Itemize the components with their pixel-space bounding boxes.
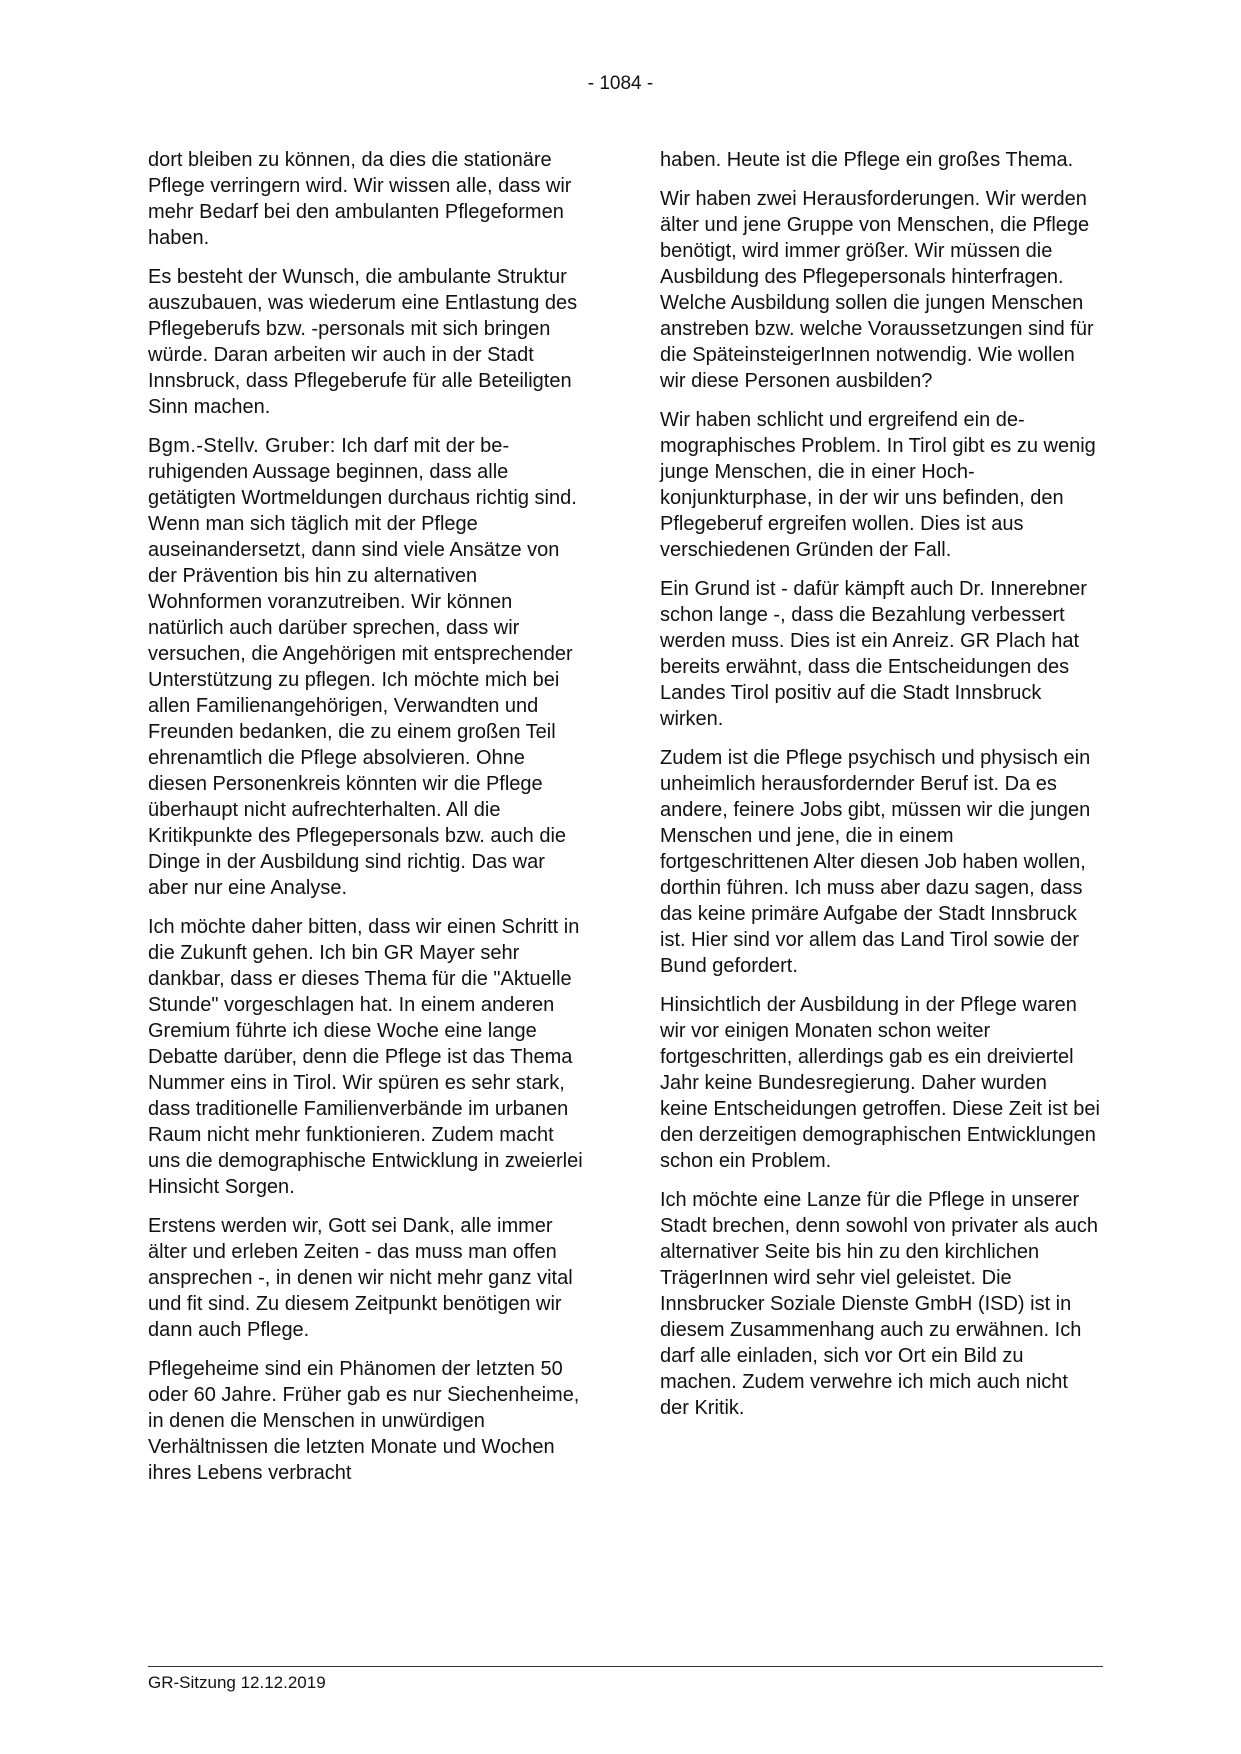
left-column: [148, 147, 588, 1499]
speaker-paragraph: [148, 433, 588, 901]
paragraph: haben. Heute ist die Pflege ein großes Thema.: [660, 149, 1074, 171]
paragraph: dort bleiben zu können, da dies die stationäre Pflege verringern wird. Wir wissen alle, dass wir mehr Bedarf bei den ambulanten Pflegeformen haben.: [148, 149, 572, 249]
paragraph: Wir haben zwei Herausforderungen. Wir werden älter und jene Gruppe von Menschen, die Pflege benötigt, wird immer größer. Wir müssen die Ausbildung des Pflegepersonals hinterfragen. Welche Ausbildung sollen die jungen Menschen anstreben bzw. welche Voraussetzungen sind für die SpäteinsteigerInnen notwendig. Wie wollen wir diese Personen ausbilden?: [660, 188, 1094, 392]
footer-session-date: GR-Sitzung 12.12.2019: [148, 1673, 326, 1692]
paragraph: Ein Grund ist - dafür kämpft auch Dr. Innerebner schon lange -, dass die Bezahlung verbessert werden muss. Dies ist ein Anreiz. GR Plach hat bereits erwähnt, dass die Entscheidungen des Landes Tirol positiv auf die Stadt Innsbruck wirken.: [660, 578, 1087, 730]
right-column: [660, 147, 1100, 1434]
paragraph: Wir haben schlicht und ergreifend ein demographisches Problem. In Tirol gibt es zu wenig junge Menschen, die in einer Hochkonjunkturphase, in der wir uns befinden, den Pflegeberuf ergreifen wollen. Dies ist aus verschiedenen Gründen der Fall.: [660, 409, 1096, 561]
paragraph: Hinsichtlich der Ausbildung in der Pflege waren wir vor einigen Monaten schon weiter fortgeschritten, allerdings gab es ein dreiviertel Jahr keine Bundesregierung. Daher wurden keine Entscheidungen getroffen. Diese Zeit ist bei den derzeitigen demographischen Entwicklungen schon ein Problem.: [660, 994, 1100, 1172]
speaker-statement: Ich darf mit der beruhigenden Aussage beginnen, dass alle getätigten Wortmeldungen durchaus richtig sind. Wenn man sich täglich mit der Pflege auseinandersetzt, dann sind viele Ansätze von der Prävention bis hin zu alternativen Wohnformen voranzutreiben. Wir können natürlich auch darüber sprechen, dass wir versuchen, die Angehörigen mit entsprechender Unterstützung zu pflegen. Ich möchte mich bei allen Familienangehörigen, Verwandten und Freunden bedanken, die zu einem großen Teil ehrenamtlich die Pflege absolvieren. Ohne diesen Personenkreis könnten wir die Pflege überhaupt nicht aufrechterhalten. All die Kritikpunkte des Pflegepersonals bzw. auch die Dinge in der Ausbildung sind richtig. Das war aber nur eine Analyse.: [148, 435, 577, 899]
footer-divider: [148, 1666, 1103, 1667]
paragraph: Erstens werden wir, Gott sei Dank, alle immer älter und erleben Zeiten - das muss man offen ansprechen -, in denen wir nicht mehr ganz vital und fit sind. Zu diesem Zeitpunkt benötigen wir dann auch Pflege.: [148, 1215, 573, 1341]
paragraph: Ich möchte daher bitten, dass wir einen Schritt in die Zukunft gehen. Ich bin GR Mayer sehr dankbar, dass er dieses Thema für die "Aktuelle Stunde" vorgeschlagen hat. In einem anderen Gremium führte ich diese Woche eine lange Debatte darüber, denn die Pflege ist das Thema Nummer eins in Tirol. Wir spüren es sehr stark, dass traditionelle Familienverbände im urbanen Raum nicht mehr funktionieren. Zudem macht uns die demographische Entwicklung in zweierlei Hinsicht Sorgen.: [148, 916, 583, 1198]
page-number: - 1084 -: [587, 73, 654, 94]
paragraph: Pflegeheime sind ein Phänomen der letzten 50 oder 60 Jahre. Früher gab es nur Siechenheime, in denen die Menschen in unwürdigen Verhältnissen die letzten Monate und Wochen ihres Lebens verbracht: [148, 1358, 580, 1484]
paragraph: Zudem ist die Pflege psychisch und physisch ein unheimlich herausfordernder Beruf ist. Da es andere, feinere Jobs gibt, müssen wir die jungen Menschen und jene, die in einem fortgeschrittenen Alter diesen Job haben wollen, dorthin führen. Ich muss aber dazu sagen, dass das keine primäre Aufgabe der Stadt Innsbruck ist. Hier sind vor allem das Land Tirol sowie der Bund gefordert.: [660, 747, 1091, 977]
speaker-name: Bgm.-Stellv. Gruber:: [148, 435, 336, 457]
paragraph: Ich möchte eine Lanze für die Pflege in unserer Stadt brechen, denn sowohl von privater als auch alternativer Seite bis hin zu den kirchlichen TrägerInnen wird sehr viel geleistet. Die Innsbrucker Soziale Dienste GmbH (ISD) ist in diesem Zusammenhang auch zu erwähnen. Ich darf alle einladen, sich vor Ort ein Bild zu machen. Zudem verwehre ich mich auch nicht der Kritik.: [660, 1189, 1099, 1419]
paragraph: Es besteht der Wunsch, die ambulante Struktur auszubauen, was wiederum eine Entlastung des Pflegeberufs bzw. -personals mit sich bringen würde. Daran arbeiten wir auch in der Stadt Innsbruck, dass Pflegeberufe für alle Beteiligten Sinn machen.: [148, 266, 578, 418]
